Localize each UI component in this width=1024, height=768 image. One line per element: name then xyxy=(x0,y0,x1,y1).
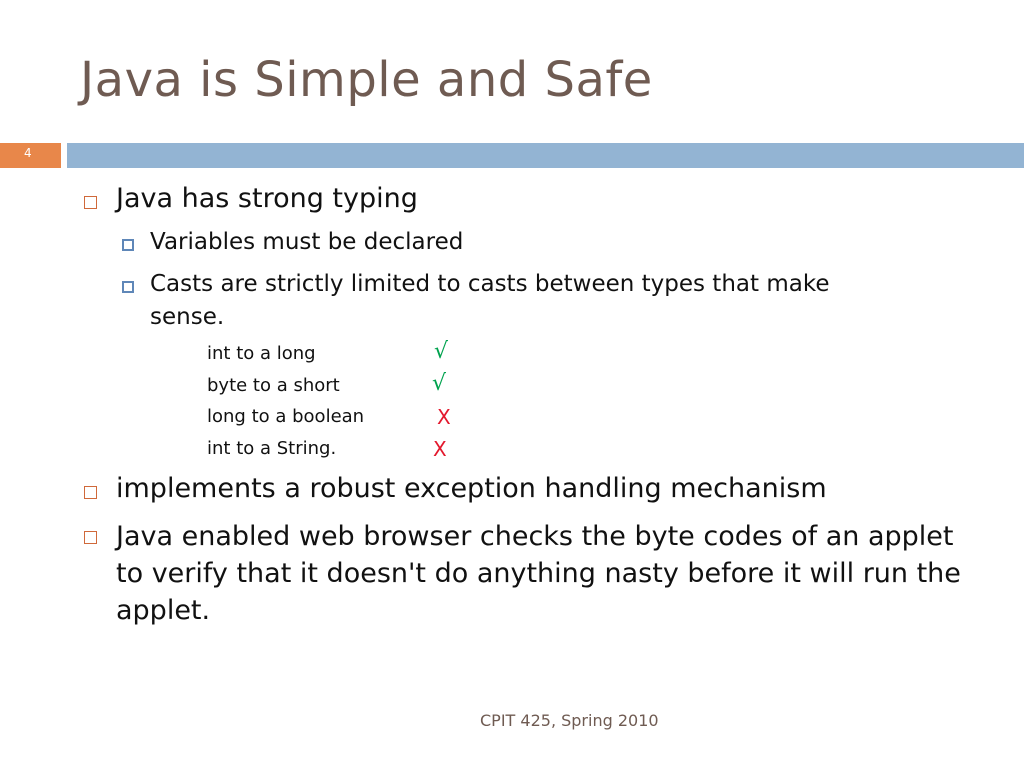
check-mark-icon: √ xyxy=(434,339,449,364)
cast-example: long to a boolean xyxy=(207,406,365,427)
slide-title: Java is Simple and Safe xyxy=(80,52,653,108)
cross-mark-icon: X xyxy=(437,405,451,429)
square-bullet-icon xyxy=(122,281,134,293)
cast-example: byte to a short xyxy=(207,375,340,396)
check-mark-icon: √ xyxy=(432,371,447,396)
slide-number: 4 xyxy=(24,146,32,160)
hollow-square-bullet-icon xyxy=(84,196,97,209)
square-bullet-icon xyxy=(122,239,134,251)
sub-bullet-casts-continuation: sense. xyxy=(150,304,225,330)
cross-mark-icon: X xyxy=(433,437,447,461)
hollow-square-bullet-icon xyxy=(84,531,97,544)
sub-bullet-casts: Casts are strictly limited to casts between types that make xyxy=(150,271,830,297)
bullet-exception-handling: implements a robust exception handling mechanism xyxy=(116,473,827,504)
bullet-strong-typing: Java has strong typing xyxy=(116,183,418,214)
sub-bullet-variables: Variables must be declared xyxy=(150,229,464,255)
slide-footer: CPIT 425, Spring 2010 xyxy=(480,711,659,730)
cast-example: int to a long xyxy=(207,343,316,364)
cast-example: int to a String. xyxy=(207,438,337,459)
hollow-square-bullet-icon xyxy=(84,486,97,499)
header-band xyxy=(67,143,1024,168)
bullet-bytecode-verification: Java enabled web browser checks the byte codes of an applet to verify that it doesn't do anything nasty before it will run the applet. xyxy=(116,521,961,626)
